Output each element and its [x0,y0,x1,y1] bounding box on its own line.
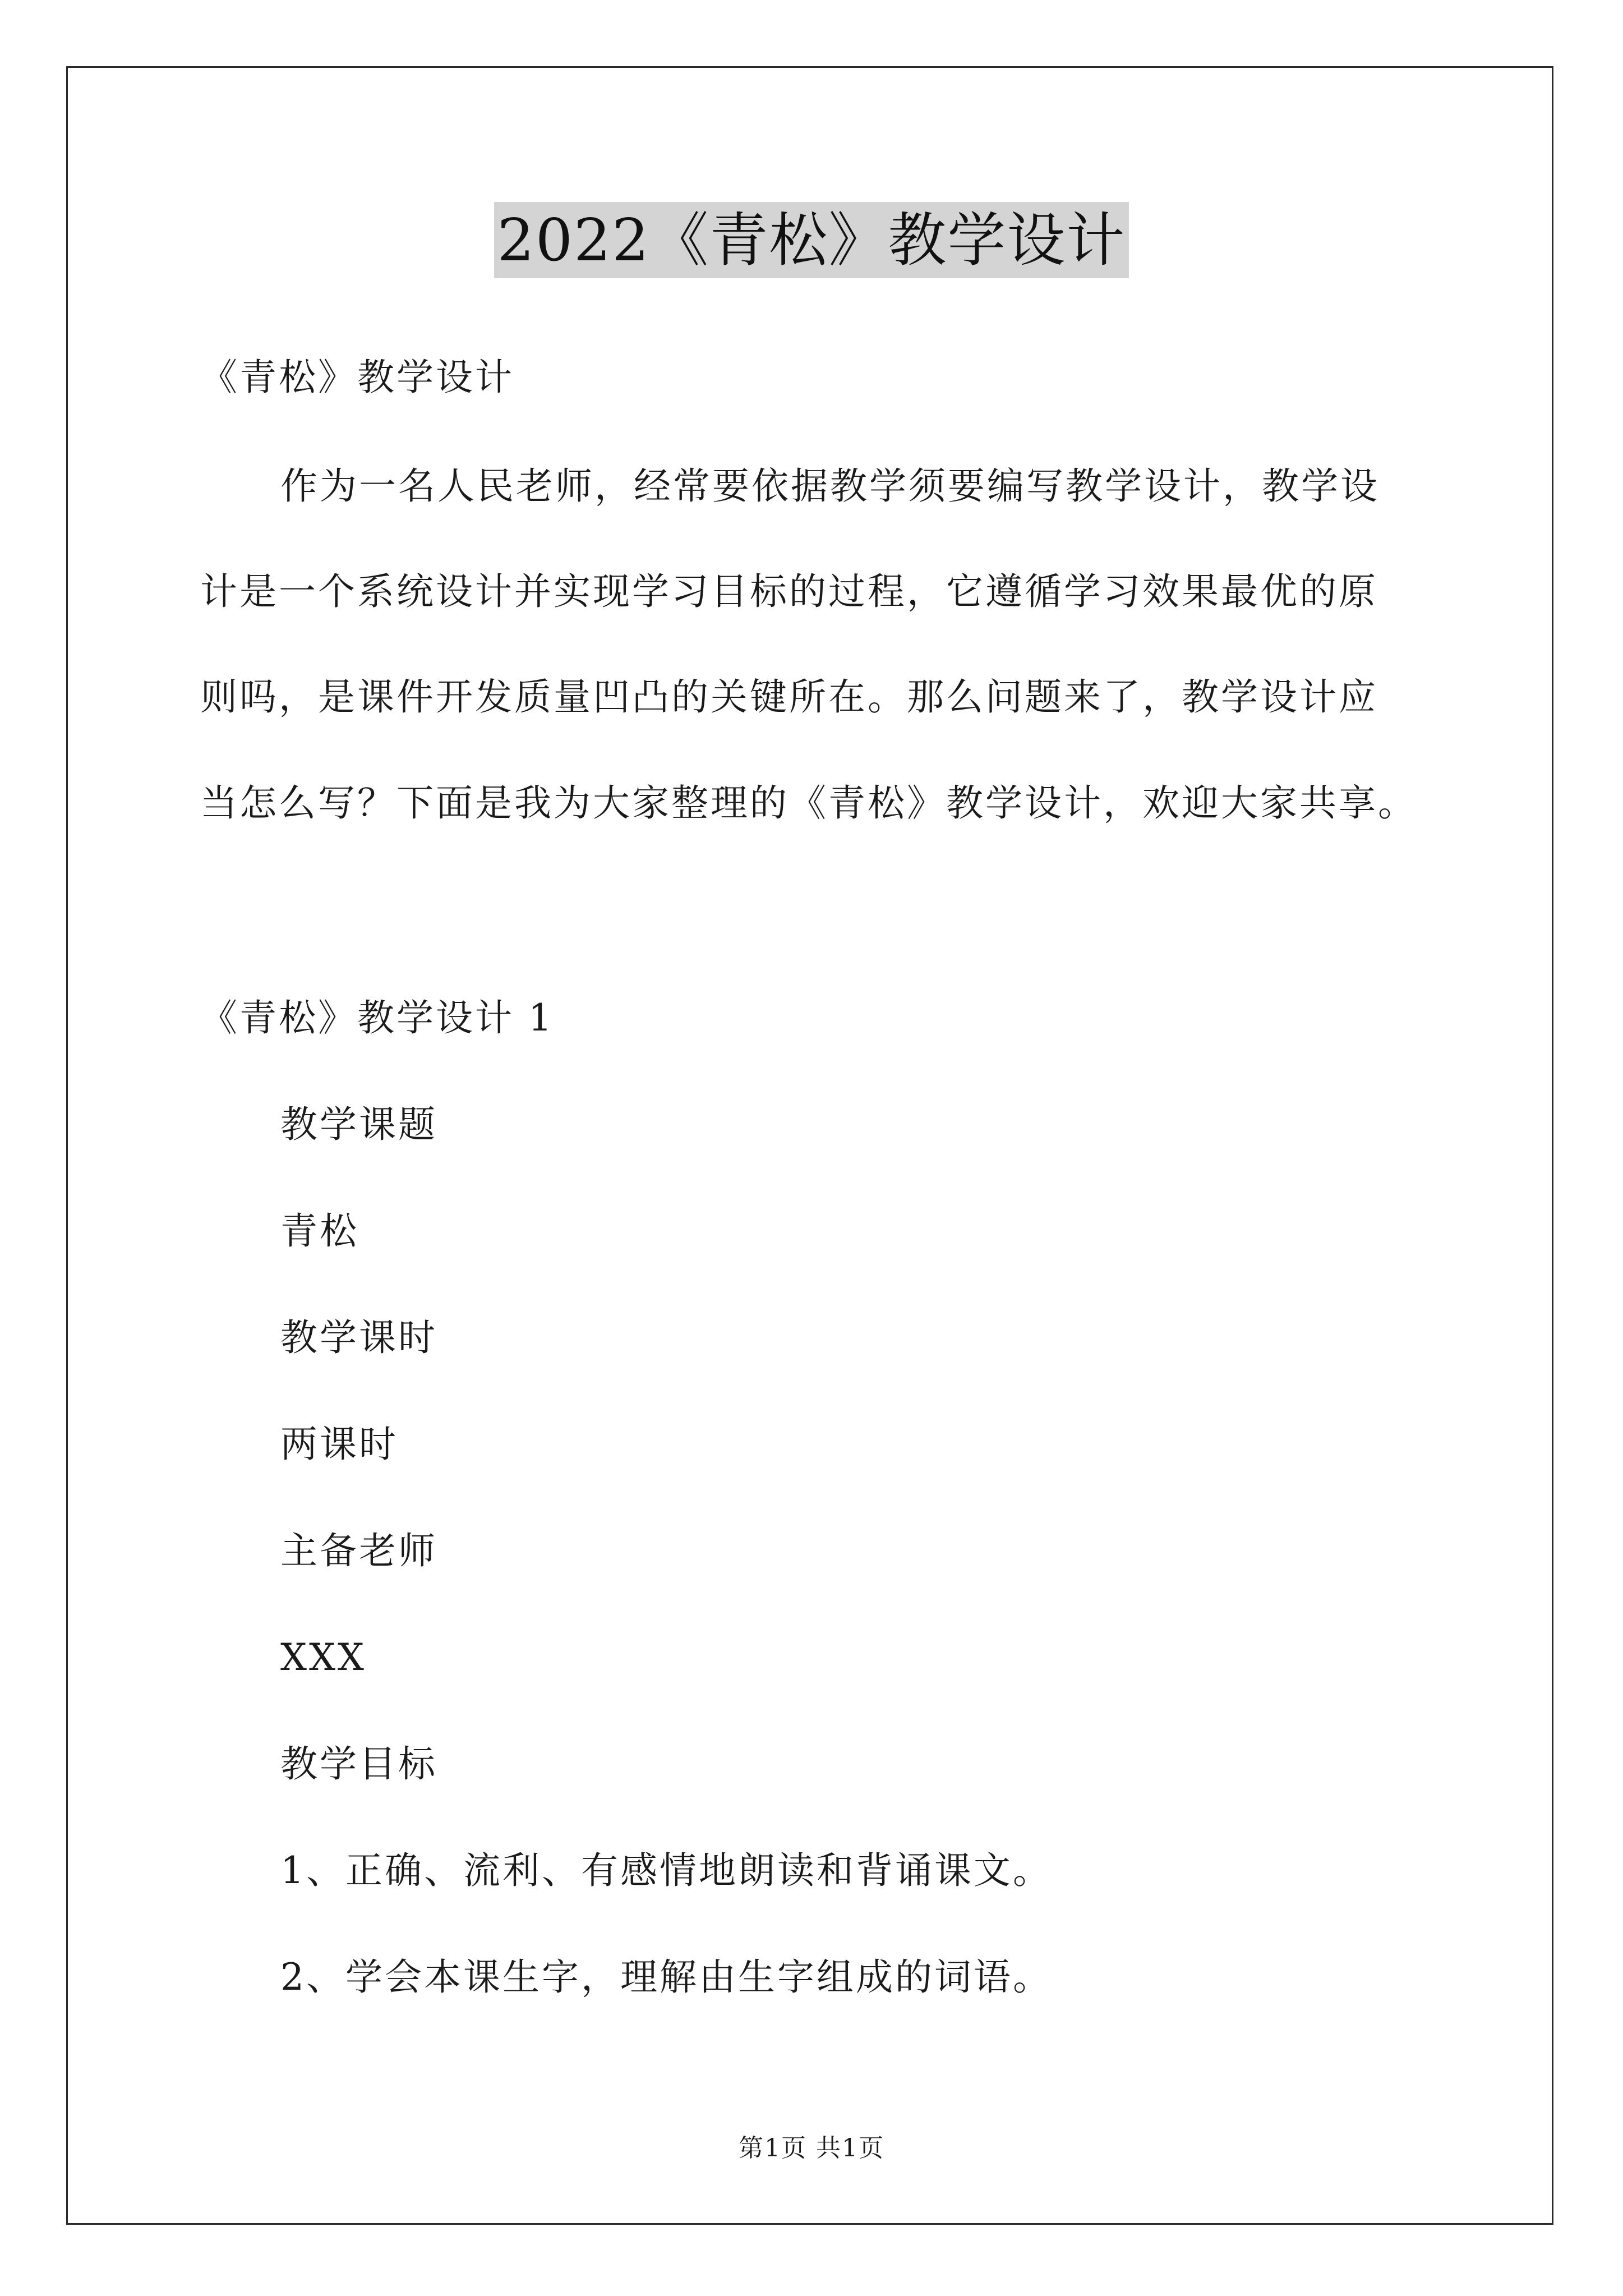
page-footer: 第1页 共1页 [739,2134,884,2162]
document-title: 2022《青松》教学设计 [494,202,1129,278]
list-item: 教学目标 [280,1742,437,1786]
list-item: 教学课时 [280,1316,437,1359]
list-item: XXX [280,1636,366,1679]
intro-line-2: 计是一个系统设计并实现学习目标的过程，它遵循学习效果最优的原 [200,570,1378,613]
title-container [0,202,1623,278]
list-item: 教学课题 [280,1103,437,1146]
list-item: 1、正确、流利、有感情地朗读和背诵课文。 [280,1849,1052,1892]
list-item: 2、学会本课生字，理解由生字组成的词语。 [280,1955,1052,1999]
list-item: 青松 [280,1209,359,1253]
list-item: 两课时 [280,1423,398,1466]
section-heading: 《青松》教学设计 1 [200,996,554,1039]
list-item: 主备老师 [280,1529,437,1572]
intro-line-1: 作为一名人民老师，经常要依据教学须要编写教学设计，教学设 [280,464,1380,508]
subtitle: 《青松》教学设计 [200,356,514,399]
intro-line-4: 当怎么写？下面是我为大家整理的《青松》教学设计，欢迎大家共享。 [200,781,1417,825]
intro-line-3: 则吗，是课件开发质量凹凸的关键所在。那么问题来了，教学设计应 [200,675,1378,719]
